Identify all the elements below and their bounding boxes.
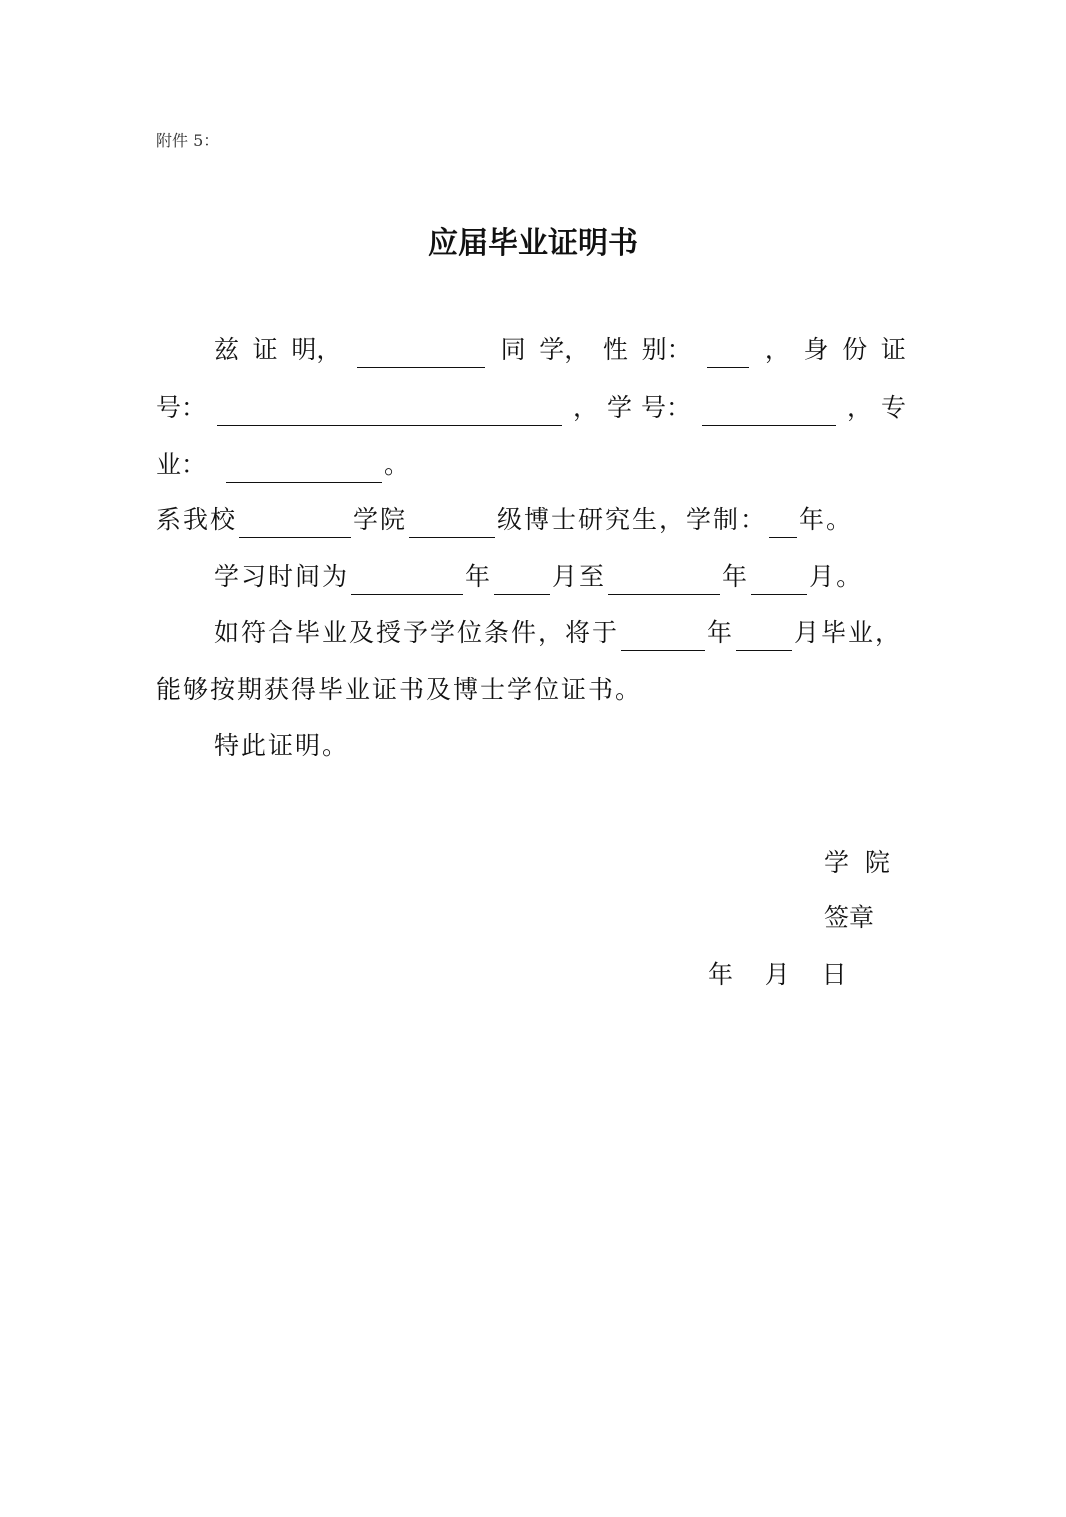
- student-id-blank[interactable]: [702, 397, 836, 426]
- gender-blank[interactable]: [707, 339, 749, 368]
- text: ，: [764, 335, 790, 364]
- text: 证: [880, 335, 906, 364]
- text: 号：: [640, 393, 691, 422]
- start-year-blank[interactable]: [351, 566, 463, 595]
- text: 份: [842, 335, 868, 364]
- text: 如符合毕业及授予学位条件，将于: [214, 618, 620, 647]
- paragraph-line-6: [214, 615, 964, 651]
- text: 明，: [291, 335, 342, 364]
- text: 业：: [156, 450, 207, 479]
- graduation-month-blank[interactable]: [736, 622, 792, 651]
- text: 年: [722, 562, 750, 591]
- start-month-blank[interactable]: [494, 566, 550, 595]
- name-blank[interactable]: [357, 339, 485, 368]
- text: 专: [880, 393, 906, 422]
- graduation-year-blank[interactable]: [621, 622, 705, 651]
- text: 学习时间为: [214, 562, 350, 591]
- text: 号：: [156, 393, 207, 422]
- text: 性: [602, 335, 628, 364]
- end-month-blank[interactable]: [751, 566, 807, 595]
- major-blank[interactable]: [226, 454, 382, 483]
- text: 级博士研究生，学制：: [497, 505, 768, 534]
- signature-college: 学 院: [824, 848, 890, 877]
- text: 别：: [641, 335, 692, 364]
- signature-seal: 签章: [824, 903, 875, 932]
- text: 兹: [214, 335, 240, 364]
- text: 月至: [552, 562, 607, 591]
- school-blank[interactable]: [239, 509, 351, 538]
- end-year-blank[interactable]: [608, 566, 720, 595]
- text: 系我校: [156, 505, 238, 534]
- paragraph-line-3: [156, 447, 906, 483]
- paragraph-line-5: [214, 559, 964, 595]
- document-title: 应届毕业证明书: [428, 226, 638, 261]
- paragraph-line-4: [156, 502, 906, 538]
- text: 身: [803, 335, 829, 364]
- text: 年: [465, 562, 493, 591]
- text: 。: [384, 450, 410, 479]
- text: 月毕业，: [794, 618, 903, 647]
- paragraph-line-2: [156, 390, 906, 426]
- text: ，: [572, 393, 598, 422]
- grade-blank[interactable]: [409, 509, 495, 538]
- text: 同: [500, 335, 526, 364]
- text: 证: [252, 335, 278, 364]
- text: 学: [606, 393, 632, 422]
- text: 学，: [539, 335, 590, 364]
- text: 月。: [809, 562, 864, 591]
- id-number-blank[interactable]: [217, 397, 562, 426]
- text: ，: [846, 393, 872, 422]
- paragraph-line-8: 特此证明。: [214, 731, 350, 760]
- paragraph-line-7: 能够按期获得毕业证书及博士学位证书。: [156, 675, 643, 704]
- text: 年。: [799, 505, 854, 534]
- signature-date: 年 月 日: [708, 960, 847, 989]
- text: 学院: [353, 505, 408, 534]
- text: 年: [707, 618, 735, 647]
- paragraph-line-1: [214, 332, 906, 368]
- attachment-label: 附件 5：: [156, 131, 220, 150]
- duration-blank[interactable]: [769, 509, 797, 538]
